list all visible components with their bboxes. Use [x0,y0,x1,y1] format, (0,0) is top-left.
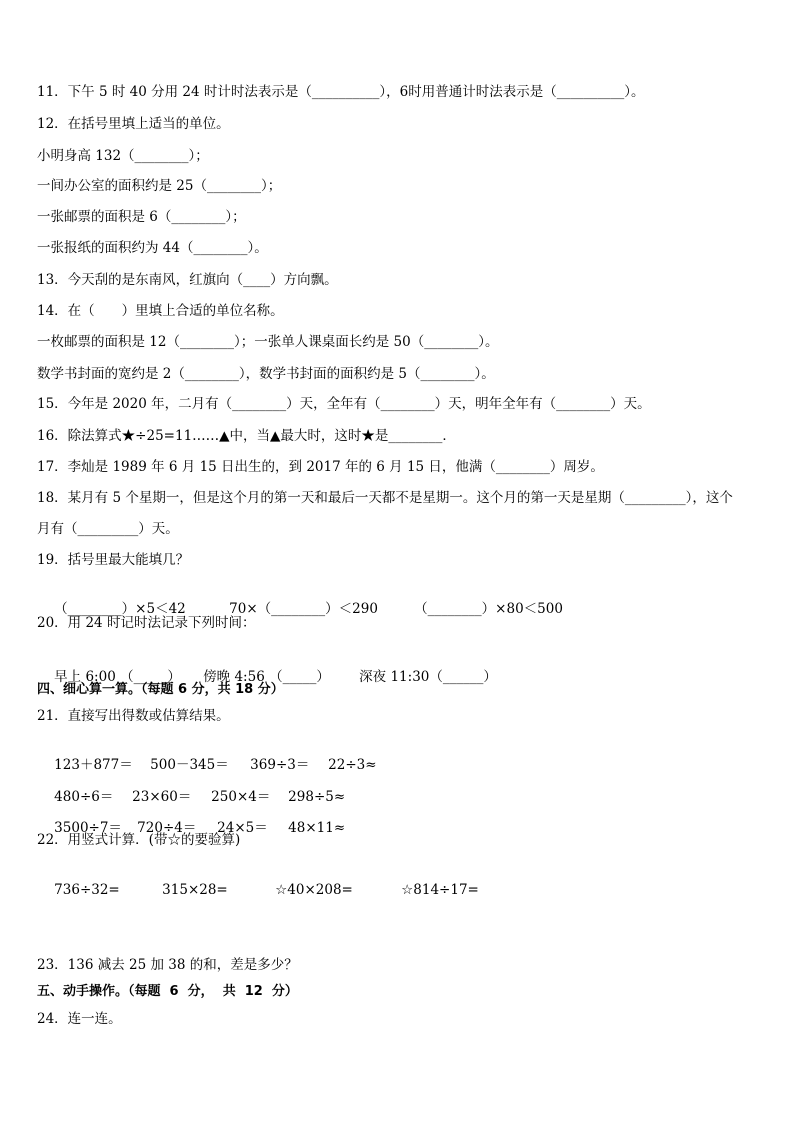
q21-expr: 480÷6＝ [54,789,114,805]
q21-expr: 720÷4＝ [137,820,197,836]
question-12-item-3: 一张邮票的面积是 6（________）； [37,209,246,225]
question-17: 17．李灿是 1989 年 6 月 15 日出生的，到 2017 年的 6 月 15 日，他满（________）周岁。 [37,459,604,475]
question-23: 23．136 减去 25 加 38 的和，差是多少？ [37,957,298,973]
question-21: 21．直接写出得数或估算结果。 [37,708,230,724]
question-15: 15．今年是 2020 年，二月有（________）天，全年有（________）天，明年全年有（________）天。 [37,396,651,412]
q22-expr: ☆40×208= [275,882,353,898]
question-12-item-4: 一张报纸的面积约为 44（________）。 [37,240,268,256]
q19-item-3: （________）×80＜500 [414,601,563,617]
q20-item-3: 深夜 11:30（______） [359,669,497,685]
question-12-item-2: 一间办公室的面积约是 25（________）； [37,178,282,194]
q19-item-2: 70×（________）＜290 [229,601,378,617]
question-19: 19．括号里最大能填几？ [37,552,190,568]
question-12: 12．在括号里填上适当的单位。 [37,116,230,132]
question-24: 24．连一连。 [37,1011,122,1027]
q21-expr: 250×4＝ [211,789,271,805]
q22-items [37,863,479,917]
q19-item-1: （________）×5＜42 [54,601,186,617]
section-4-heading: 四、细心算一算。（每题 6 分，共 18 分） [37,682,284,697]
q22-expr: ☆814÷17= [401,882,479,898]
question-18-line-1: 18．某月有 5 个星期一，但是这个月的第一天和最后一天都不是星期一。这个月的第一天是星期（_________），这个 [37,490,733,506]
question-12-item-1: 小明身高 132（________）； [37,148,209,164]
question-14-line-2: 数学书封面的宽约是 2（________），数学书封面的面积约是 5（________）。 [37,366,495,382]
q22-expr: 736÷32= [54,882,120,898]
q20-item-1: 早上 6:00 （_____） [54,669,181,685]
question-16: 16．除法算式★÷25=11……▲中，当▲最大时，这时★是________． [37,428,456,444]
q21-expr: 22÷3≈ [328,757,377,773]
q21-expr: 48×11≈ [288,820,346,836]
question-11: 11．下午 5 时 40 分用 24 时计时法表示是（__________），6时用普通计时法表示是（__________）。 [37,84,645,100]
q21-expr: 23×60＝ [132,789,192,805]
q21-expr: 298÷5≈ [288,789,346,805]
q20-item-2: 傍晚 4:56 （_____） [203,669,330,685]
q21-expr: 24×5＝ [217,820,268,836]
question-14: 14．在（ ）里填上合适的单位名称。 [37,303,284,319]
question-14-line-1: 一枚邮票的面积是 12（________）；一张单人课桌面长约是 50（________）。 [37,334,499,350]
q21-expr: 123＋877＝ [54,757,133,773]
q22-expr: 315×28= [162,882,228,898]
question-22: 22．用竖式计算．(带☆的要验算) [37,832,241,848]
q21-expr: 3500÷7＝ [54,820,122,836]
section-5-heading: 五、动手操作。（每题 6 分， 共 12 分） [37,984,298,999]
question-13: 13．今天刮的是东南风，红旗向（____）方向飘。 [37,272,338,288]
question-20: 20．用 24 时记时法记录下列时间： [37,615,256,631]
q21-expr: 369÷3＝ [250,757,310,773]
q21-expr: 500－345＝ [150,757,229,773]
question-18-line-2: 月有（_________）天。 [37,521,179,537]
